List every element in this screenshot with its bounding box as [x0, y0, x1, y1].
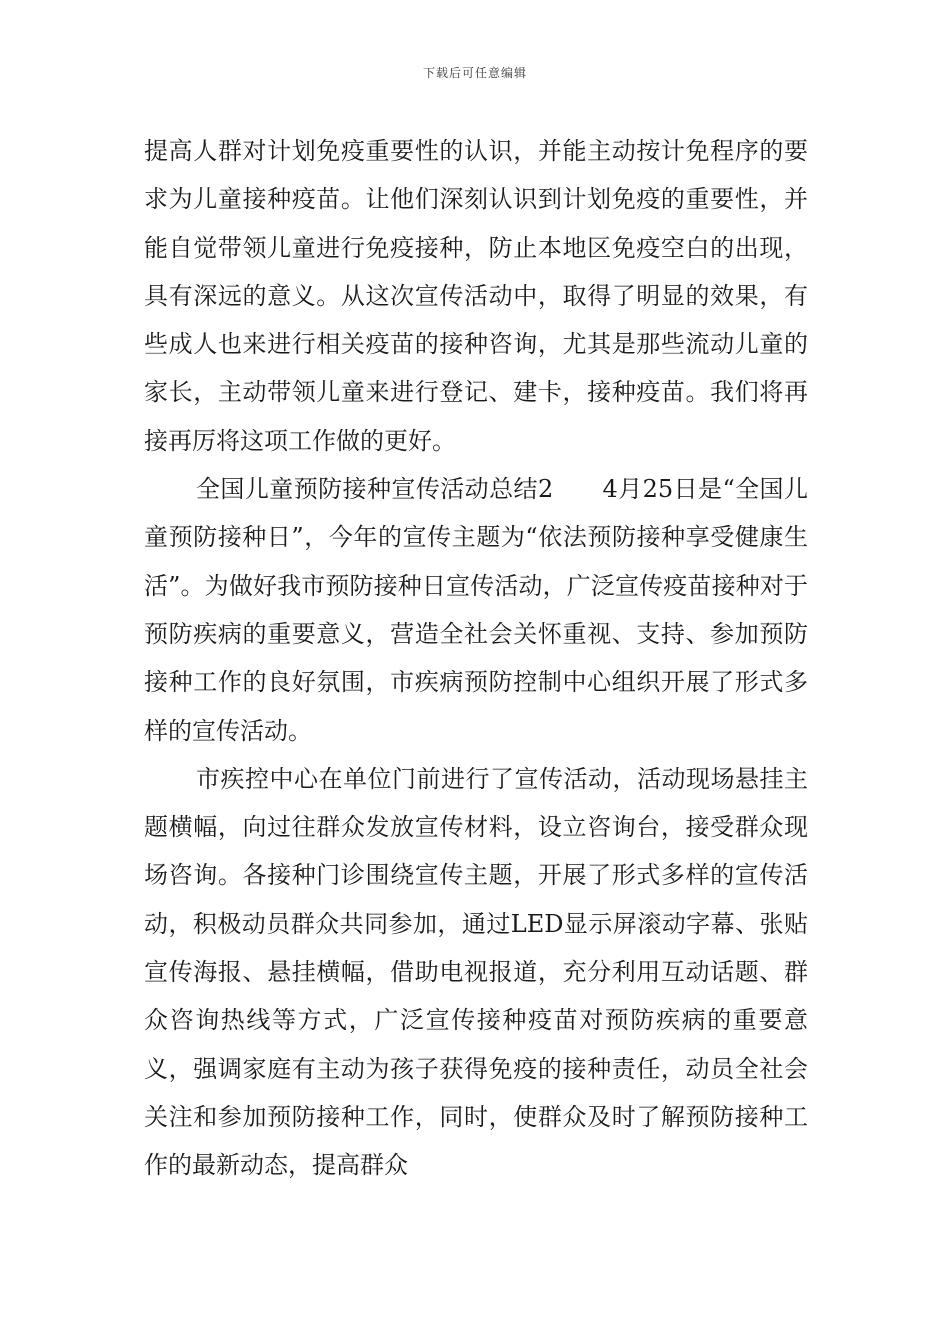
- paragraph-3: 市疾控中心在单位门前进行了宣传活动，活动现场悬挂主题横幅，向过往群众发放宣传材料，设立咨询台，接受群众现场咨询。各接种门诊围绕宣传主题，开展了形式多样的宣传活动，积极动员群众共同参加，通过LED显示屏滚动字幕、张贴宣传海报、悬挂横幅，借助电视报道，充分利用互动话题、群众咨询热线等方式，广泛宣传接种疫苗对预防疾病的重要意义，强调家庭有主动为孩子获得免疫的接种责任，动员全社会关注和参加预防接种工作，同时，使群众及时了解预防接种工作的最新动态，提高群众: [144, 764, 808, 1180]
- paragraph-2: 全国儿童预防接种宣传活动总结2 4月25日是“全国儿童预防接种日”，今年的宣传主题为“依法预防接种享受健康生活”。为做好我市预防接种日宣传活动，广泛宣传疫苗接种对于预防疾病的重要意义，营造全社会关怀重视、支持、参加预防接种工作的良好氛围，市疾病预防控制中心组织开展了形式多样的宣传活动。: [144, 475, 808, 745]
- paragraph-1: 提高人群对计划免疫重要性的认识，并能主动按计免程序的要求为儿童接种疫苗。让他们深刻认识到计划免疫的重要性，并能自觉带领儿童进行免疫接种，防止本地区免疫空白的出现，具有深远的意义。从这次宣传活动中，取得了明显的效果，有些成人也来进行相关疫苗的接种咨询，尤其是那些流动儿童的家长，主动带领儿童来进行登记、建卡，接种疫苗。我们将再接再厉将这项工作做的更好。: [144, 137, 808, 455]
- page-header-note: 下载后可任意编辑: [422, 66, 527, 80]
- document-body: [144, 127, 808, 1190]
